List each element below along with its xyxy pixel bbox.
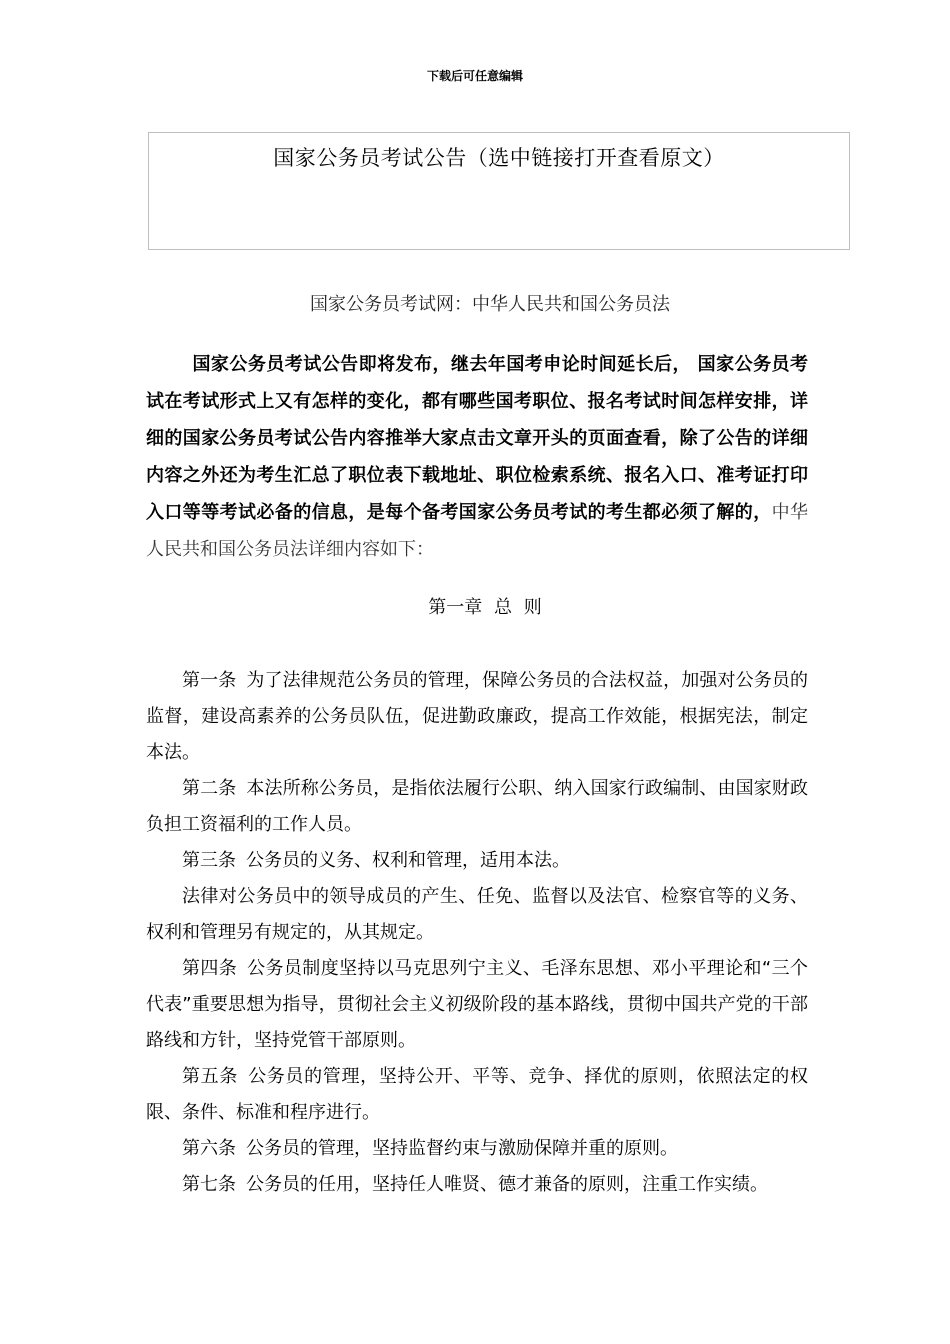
title-link[interactable]: 国家公务员考试公告（选中链接打开查看原文）: [273, 146, 725, 170]
intro-bold-text: 国家公务员考试公告即将发布，继去年国考申论时间延长后， 国家公务员考试在考试形式上又有怎样的变化，都有哪些国考职位、报名考试时间怎样安排，详细的国家公务员考试公告内容推举大家点击文章开头的页面查看，除了公告的详细内容之外还为考生汇总了职位表下载地址、职位检索系统、报名入口、准考证打印入口等等考试必备的信息，是每个备考国家公务员考试的考生都必须了解的，: [146, 354, 808, 523]
article-2: [146, 771, 808, 843]
article-4: [146, 951, 808, 1059]
article-number: 第一条: [182, 670, 237, 691]
article-text: 公务员的管理，坚持公开、平等、竞争、择优的原则，依照法定的权限、条件、标准和程序进行。: [146, 1066, 808, 1123]
intro-tail-text: 中华人民共和国公务员法详细内容如下：: [146, 502, 809, 560]
article-number: 第三条: [182, 850, 236, 871]
document-subtitle: 国家公务员考试网：中华人民共和国公务员法: [310, 294, 670, 315]
article-number: 第六条: [182, 1138, 236, 1159]
article-5: [146, 1059, 808, 1131]
chapter-title: 第一章 总 则: [428, 597, 542, 618]
intro-paragraph: [146, 346, 808, 568]
article-number: 第五条: [182, 1066, 239, 1087]
article-text: 公务员制度坚持以马克思列宁主义、毛泽东思想、邓小平理论和“三个代表”重要思想为指导，贯彻社会主义初级阶段的基本路线，贯彻中国共产党的干部路线和方针，坚持党管干部原则。: [146, 958, 808, 1051]
article-list: [146, 663, 808, 1203]
article-6: [146, 1131, 808, 1167]
article-number: 第七条: [182, 1174, 236, 1195]
article-1: [146, 663, 808, 771]
article-number: 第二条: [182, 778, 237, 799]
article-3-paragraph-2: [146, 879, 808, 951]
article-text: 公务员的管理，坚持监督约束与激励保障并重的原则。: [246, 1138, 678, 1159]
article-text: 为了法律规范公务员的管理，保障公务员的合法权益，加强对公务员的监督，建设高素养的公务员队伍，促进勤政廉政，提高工作效能，根据宪法，制定本法。: [146, 670, 809, 763]
article-text: 公务员的义务、权利和管理，适用本法。: [246, 850, 570, 871]
article-text: 本法所称公务员，是指依法履行公职、纳入国家行政编制、由国家财政负担工资福利的工作人员。: [146, 778, 809, 835]
article-number: 第四条: [182, 958, 238, 979]
article-7: [146, 1167, 808, 1203]
header-note: 下载后可任意编辑: [426, 69, 523, 83]
article-3: [146, 843, 808, 879]
article-text: 公务员的任用，坚持任人唯贤、德才兼备的原则，注重工作实绩。: [246, 1174, 768, 1195]
article-text: 法律对公务员中的领导成员的产生、任免、监督以及法官、检察官等的义务、权利和管理另有规定的，从其规定。: [146, 886, 808, 943]
title-box: [148, 132, 850, 250]
